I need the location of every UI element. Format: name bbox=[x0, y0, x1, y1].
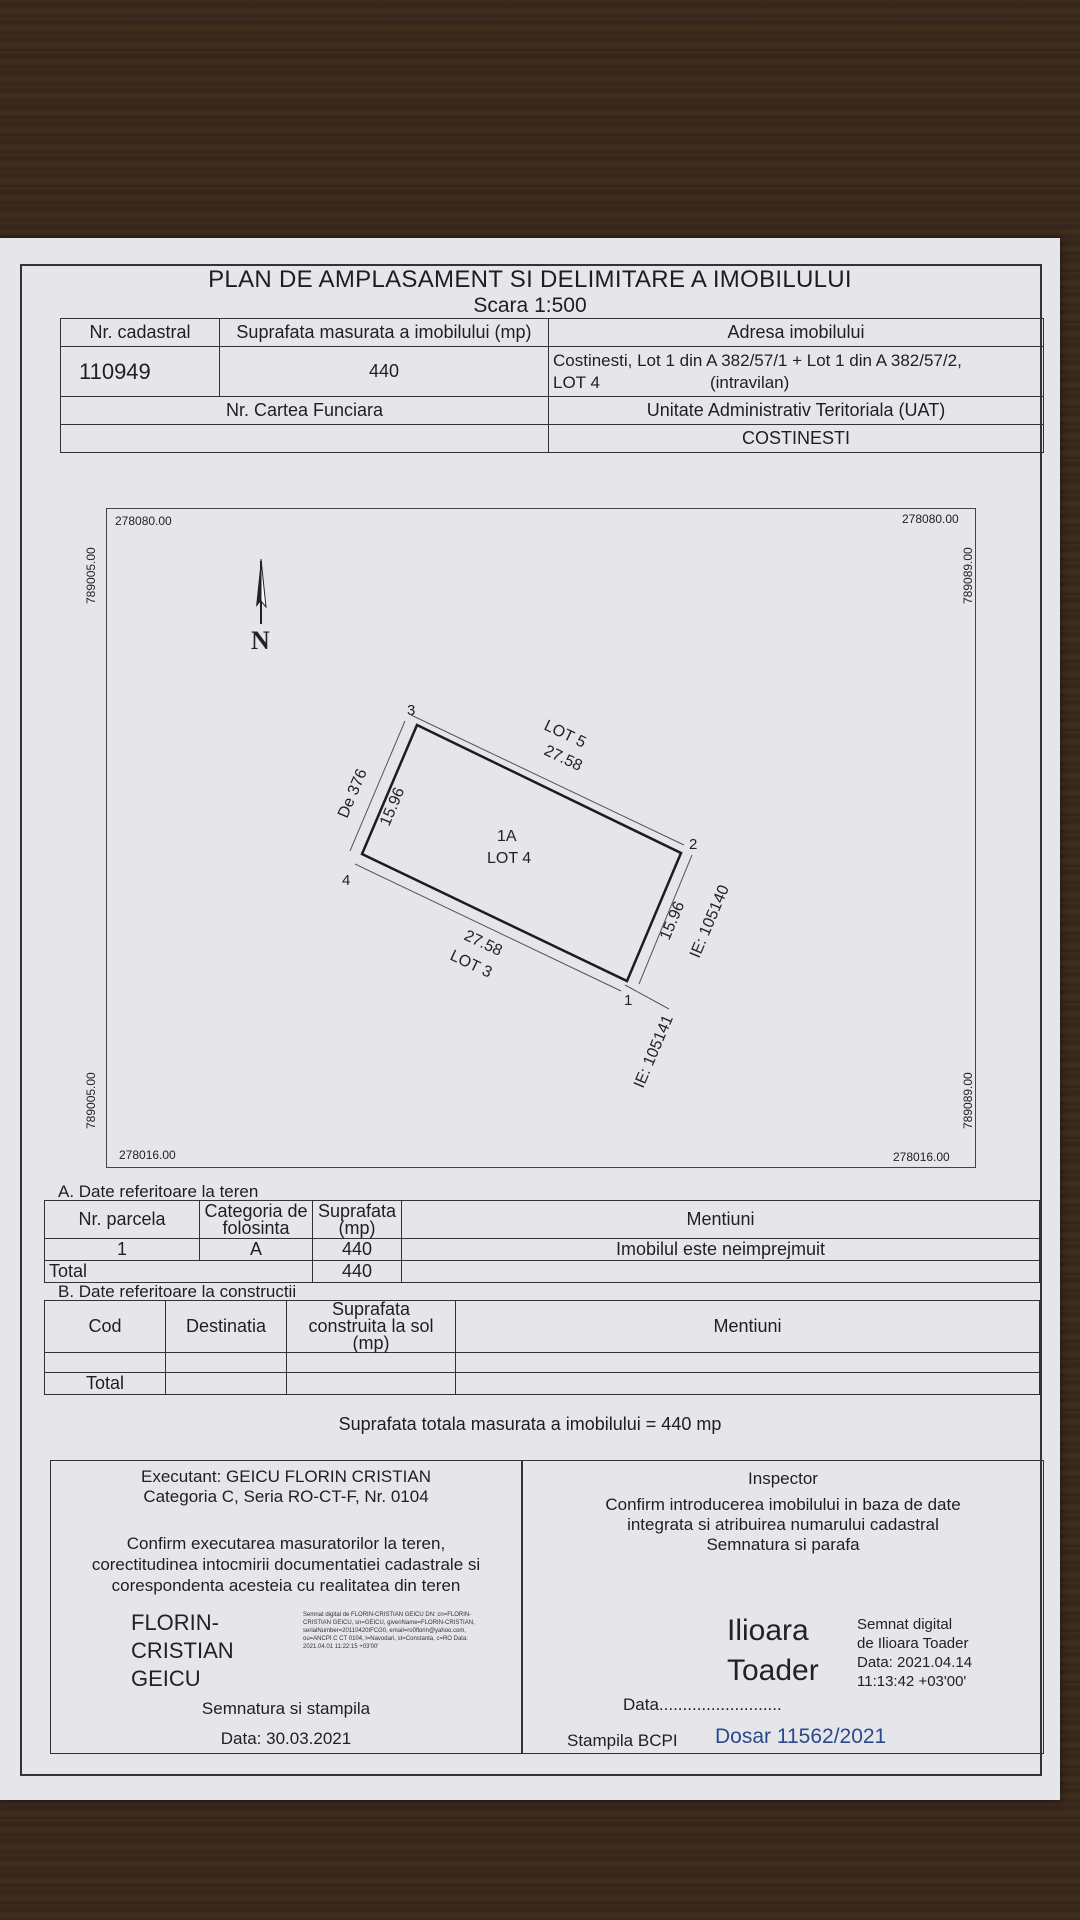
inspector-digital-signature bbox=[727, 1611, 819, 1691]
inspector-date-label: Data.......................... bbox=[623, 1695, 782, 1714]
plot-svg bbox=[84, 509, 975, 1167]
surface-value: 440 bbox=[220, 347, 549, 397]
side-left-length: 15.96 bbox=[377, 785, 409, 829]
a-header-categoria: Categoria de folosinta bbox=[200, 1201, 313, 1239]
info-table bbox=[60, 318, 1044, 453]
inspector-confirm-3: Semnatura si parafa bbox=[706, 1535, 860, 1554]
table-row bbox=[45, 1373, 1040, 1395]
inspector-confirm-2: integrata si atribuirea numarului cadastral bbox=[627, 1515, 939, 1534]
executant-sig-name-2: CRISTIAN bbox=[131, 1638, 234, 1663]
header-address: Adresa imobilului bbox=[549, 319, 1044, 347]
b-cell bbox=[287, 1353, 456, 1373]
north-label: N bbox=[251, 626, 270, 655]
section-a-table bbox=[44, 1200, 1040, 1283]
table-row bbox=[45, 1239, 1040, 1261]
inspector-sig-detail-3: Data: 2021.04.14 bbox=[857, 1654, 973, 1671]
b-total-label: Total bbox=[45, 1373, 166, 1395]
inspector-title: Inspector bbox=[748, 1469, 818, 1488]
b-cell bbox=[287, 1373, 456, 1395]
document-title: PLAN DE AMPLASAMENT SI DELIMITARE A IMOBILULUI bbox=[208, 266, 852, 293]
executant-confirm-2: corectitudinea intocmirii documentatiei cadastrale si bbox=[91, 1555, 481, 1574]
side-right-length: 15.96 bbox=[657, 899, 689, 943]
inspector-confirm-1: Confirm introducerea imobilului in baza de date bbox=[605, 1495, 961, 1514]
coord-right-top: 789089.00 bbox=[961, 547, 975, 604]
a-total-value: 440 bbox=[313, 1261, 402, 1283]
b-header-suprafata: Suprafata construita la sol (mp) bbox=[287, 1301, 456, 1353]
address-line2: LOT 4 bbox=[553, 372, 600, 392]
side-bottom-length: 27.58 bbox=[461, 927, 505, 960]
coord-top-left: 278080.00 bbox=[115, 514, 172, 528]
a-header-suprafata: Suprafata (mp) bbox=[313, 1201, 402, 1239]
executant-header bbox=[51, 1467, 521, 1507]
a-total-label: Total bbox=[45, 1261, 313, 1283]
ie-bottom-label: IE: 105141 bbox=[631, 1012, 677, 1091]
section-a-title: A. Date referitoare la teren bbox=[58, 1182, 259, 1201]
stamp-label: Stampila BCPI bbox=[567, 1731, 678, 1750]
header-cadastral: Nr. cadastral bbox=[61, 319, 220, 347]
executant-category: Categoria C, Seria RO-CT-F, Nr. 0104 bbox=[143, 1487, 429, 1506]
plot-drawing bbox=[84, 508, 976, 1168]
ie-right-label: IE: 105140 bbox=[687, 882, 733, 961]
executant-confirm bbox=[51, 1533, 521, 1596]
b-header-cod: Cod bbox=[45, 1301, 166, 1353]
b-header-destinatia: Destinatia bbox=[166, 1301, 287, 1353]
coord-right-bottom: 789089.00 bbox=[961, 1072, 975, 1129]
parcel-lot-label: LOT 4 bbox=[487, 850, 532, 867]
a-header-parcela: Nr. parcela bbox=[45, 1201, 200, 1239]
executant-sig-name-3: GEICU bbox=[131, 1666, 201, 1691]
inspector-sig-detail-4: 11:13:42 +03'00' bbox=[857, 1673, 967, 1690]
coord-left-top: 789005.00 bbox=[84, 547, 98, 604]
a-row-suprafata: 440 bbox=[313, 1239, 402, 1261]
a-row-parcela: 1 bbox=[45, 1239, 200, 1261]
executant-confirm-3: corespondenta acesteia cu realitatea din teren bbox=[111, 1576, 461, 1595]
lot5-label: LOT 5 bbox=[541, 717, 589, 752]
signature-box bbox=[50, 1460, 1044, 1754]
north-arrow-icon bbox=[256, 559, 266, 624]
address-value bbox=[549, 347, 1044, 397]
parcel-id-label: 1A bbox=[497, 828, 517, 845]
executant-confirm-1: Confirm executarea masuratorilor la teren, bbox=[126, 1534, 446, 1553]
inspector-sig-name-2: Toader bbox=[727, 1654, 819, 1687]
side-top-length: 27.58 bbox=[541, 742, 585, 775]
scale-label: Scara 1:500 bbox=[473, 294, 587, 317]
coord-left-bottom: 789005.00 bbox=[84, 1072, 98, 1129]
executant-signature-details: Semnat digital de FLORIN-CRISTIAN GEICU DN: cn=FLORIN-CRISTIAN GEICU, sn=GEICU, givenName=FLORIN-CRISTIAN, serialNumber=20110420IFCG0, email=ro0florin@yahoo.com, ou=ANCPI C CT 0104, l=Navodari, st=Constanta, c=RO Data: 2021.04.01 11:22:15 +03'00' bbox=[303, 1612, 475, 1650]
executant-name: Executant: GEICU FLORIN CRISTIAN bbox=[140, 1467, 431, 1486]
uat-value: COSTINESTI bbox=[549, 425, 1044, 453]
inspector-signature-details bbox=[857, 1615, 972, 1691]
carte-funciara-value bbox=[61, 425, 549, 453]
a-total-empty bbox=[402, 1261, 1040, 1283]
lot3-label: LOT 3 bbox=[447, 947, 495, 982]
executant-digital-signature bbox=[131, 1609, 234, 1693]
inspector-sig-name-1: Ilioara bbox=[727, 1614, 809, 1647]
document-page bbox=[0, 238, 1060, 1800]
total-surface: Suprafata totala masurata a imobilului = 440 mp bbox=[338, 1414, 722, 1434]
a-header-mentiuni: Mentiuni bbox=[402, 1201, 1040, 1239]
b-cell bbox=[456, 1353, 1040, 1373]
table-row bbox=[45, 1353, 1040, 1373]
b-header-mentiuni: Mentiuni bbox=[456, 1301, 1040, 1353]
b-cell bbox=[456, 1373, 1040, 1395]
b-cell bbox=[166, 1373, 287, 1395]
b-cell bbox=[45, 1353, 166, 1373]
header-surface: Suprafata masurata a imobilului (mp) bbox=[220, 319, 549, 347]
header-carte-funciara: Nr. Cartea Funciara bbox=[61, 397, 549, 425]
executant-sign-label: Semnatura si stampila bbox=[201, 1699, 371, 1718]
coord-bottom-right: 278016.00 bbox=[893, 1150, 950, 1164]
cadastral-value: 110949 bbox=[61, 347, 220, 397]
inspector-confirm bbox=[523, 1495, 1043, 1555]
executant-date: Data: 30.03.2021 bbox=[220, 1729, 352, 1748]
executant-sig-name-1: FLORIN- bbox=[131, 1610, 219, 1635]
section-b-title: B. Date referitoare la constructii bbox=[58, 1282, 297, 1301]
point-1: 1 bbox=[624, 992, 633, 1009]
point-2: 2 bbox=[689, 836, 698, 853]
b-cell bbox=[166, 1353, 287, 1373]
a-row-mentiuni: Imobilul este neimprejmuit bbox=[402, 1239, 1040, 1261]
a-row-categoria: A bbox=[200, 1239, 313, 1261]
inspector-sig-detail-2: de Ilioara Toader bbox=[857, 1635, 969, 1652]
coord-top-right: 278080.00 bbox=[902, 512, 959, 526]
header-uat: Unitate Administrativ Teritoriala (UAT) bbox=[549, 397, 1044, 425]
dosar-number: Dosar 11562/2021 bbox=[715, 1725, 887, 1748]
section-b-table bbox=[44, 1300, 1040, 1395]
coord-bottom-left: 278016.00 bbox=[119, 1148, 176, 1162]
address-suffix: (intravilan) bbox=[709, 372, 790, 392]
de376-label: De 376 bbox=[335, 766, 371, 821]
point-4: 4 bbox=[342, 872, 351, 889]
inspector-sig-detail-1: Semnat digital bbox=[857, 1616, 953, 1633]
point-3: 3 bbox=[407, 702, 416, 719]
address-line1: Costinesti, Lot 1 din A 382/57/1 + Lot 1 din A 382/57/2, bbox=[553, 350, 962, 370]
